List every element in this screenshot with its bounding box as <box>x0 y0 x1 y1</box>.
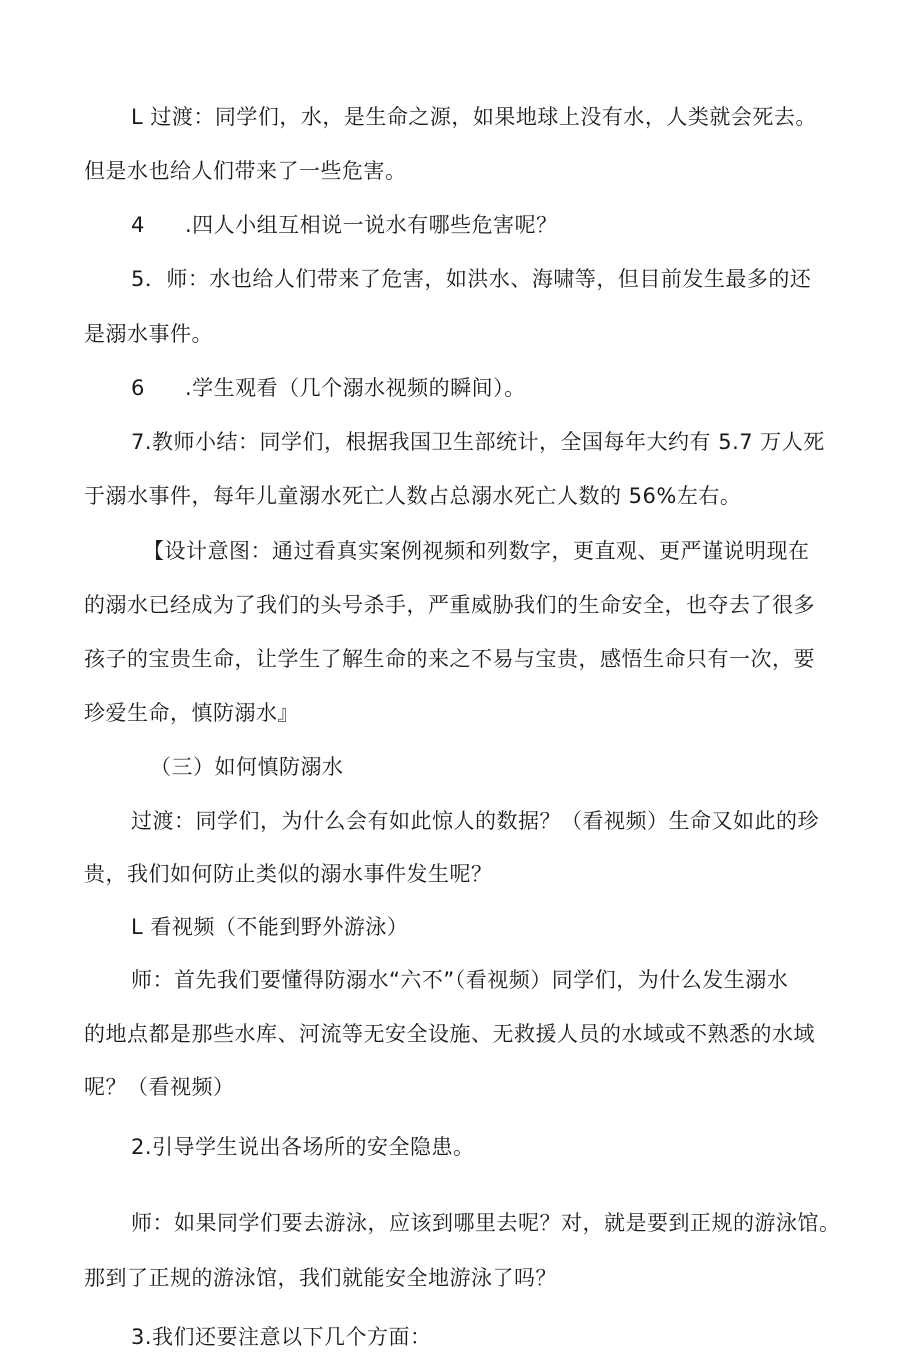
text-line: 孩子的宝贵生命，让学生了解生命的来之不易与宝贵，感悟生命只有一次，要 <box>84 647 815 671</box>
list-item-6 <box>131 374 526 402</box>
text-line: 于溺水事件，每年儿童溺水死亡人数占总溺水死亡人数的 56%左右。 <box>84 484 742 508</box>
text-line: 的地点都是那些水库、河流等无安全设施、无救援人员的水域或不熟悉的水域 <box>84 1022 815 1046</box>
text-line: 【设计意图：通过看真实案例视频和列数字，更直观、更严谨说明现在 <box>143 539 810 563</box>
text-line: 但是水也给人们带来了一些危害。 <box>84 159 407 183</box>
text-line: 的溺水已经成为了我们的头号杀手，严重威胁我们的生命安全，也夺去了很多 <box>84 593 815 617</box>
text-line: .学生观看（几个溺水视频的瞬间）。 <box>185 376 526 400</box>
text-line: 师：如果同学们要去游泳，应该到哪里去呢？对，就是要到正规的游泳馆。 <box>131 1211 841 1235</box>
text-line: 2.引导学生说出各场所的安全隐患。 <box>131 1135 475 1159</box>
text-line: 贵，我们如何防止类似的溺水事件发生呢？ <box>84 862 493 886</box>
text-line: 是溺水事件。 <box>84 322 213 346</box>
text-line: 呢？（看视频） <box>84 1075 235 1099</box>
text-line: 3.我们还要注意以下几个方面： <box>131 1325 432 1349</box>
text-line: 师：首先我们要懂得防溺水“六不”（看视频）同学们，为什么发生溺水 <box>131 968 789 992</box>
text-line: 那到了正规的游泳馆，我们就能安全地游泳了吗？ <box>84 1266 557 1290</box>
text-line: 7.教师小结：同学们，根据我国卫生部统计，全国每年大约有 5.7 万人死 <box>131 430 825 454</box>
section-heading: （三）如何慎防溺水 <box>150 755 344 779</box>
text-line: 过渡：同学们，为什么会有如此惊人的数据？（看视频）生命又如此的珍 <box>131 809 819 833</box>
text-line: 珍爱生命，慎防溺水』 <box>84 701 299 725</box>
list-item-4 <box>131 211 558 239</box>
text-line: .四人小组互相说一说水有哪些危害呢？ <box>185 213 558 237</box>
text-line: 5．师：水也给人们带来了危害，如洪水、海啸等，但目前发生最多的还 <box>131 267 812 291</box>
item-number: 4 <box>131 213 145 237</box>
text-line: L 看视频（不能到野外游泳） <box>131 915 409 939</box>
text-line: L 过渡：同学们，水，是生命之源，如果地球上没有水，人类就会死去。 <box>131 105 817 129</box>
item-number: 6 <box>131 376 145 400</box>
